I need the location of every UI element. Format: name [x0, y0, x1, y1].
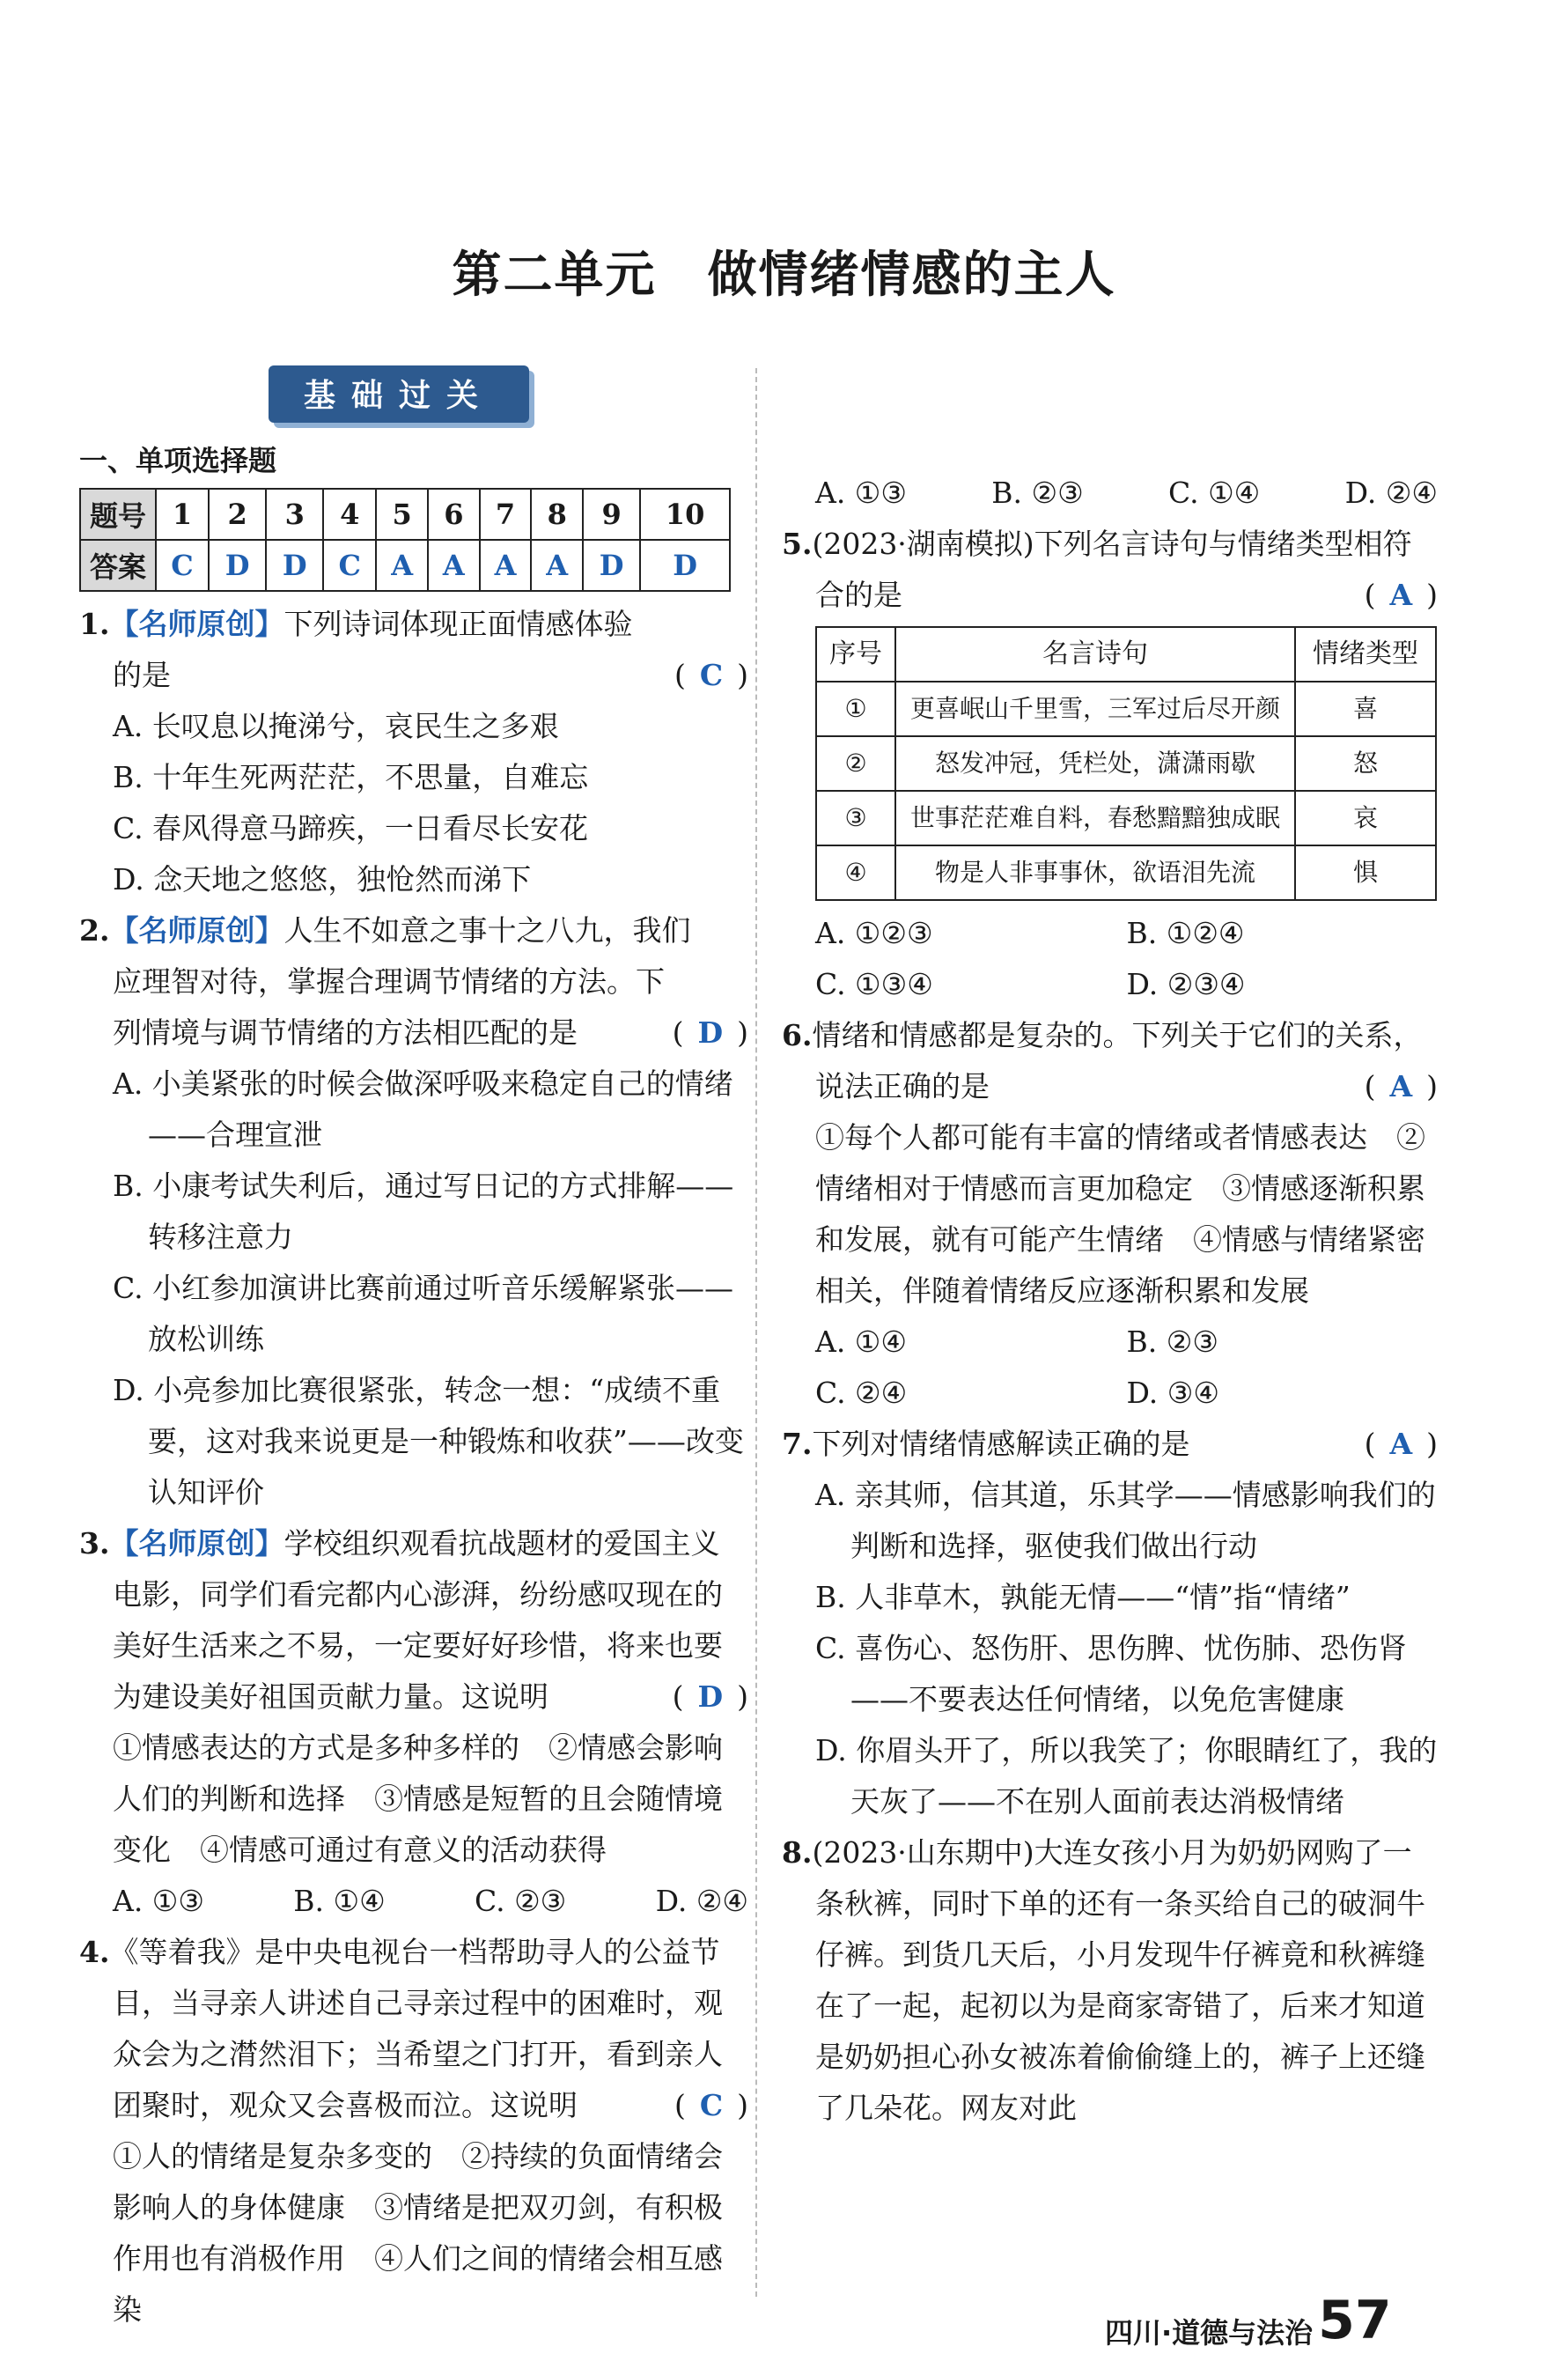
- cell: 世事茫茫难自料，春愁黯黯独成眠: [895, 791, 1295, 845]
- answer-paren: ( D ): [672, 1015, 748, 1050]
- answer-table-number-row: [80, 489, 730, 540]
- question-2: [79, 905, 748, 1518]
- answer-letter: A: [1389, 578, 1413, 612]
- option: D. 你眉头开了，所以我笑了；你眼睛红了，我的天灰了——不在别人面前表达消极情绪: [815, 1733, 1438, 1819]
- question-number: 5.: [782, 527, 813, 561]
- poem-table: [815, 626, 1437, 901]
- answer-letter: C: [699, 2088, 724, 2122]
- question-number: 8.: [782, 1835, 813, 1870]
- answer-cell: A: [531, 540, 583, 591]
- question-6: [782, 1010, 1438, 1419]
- option: C. 喜伤心、怒伤肝、思伤脾、忧伤肺、恐伤肾——不要表达任何情绪，以免危害健康: [815, 1631, 1408, 1716]
- page-footer: [1105, 2290, 1392, 2351]
- options-grid: [782, 908, 1438, 1010]
- cell: ①: [816, 682, 895, 736]
- option: A. ①④: [815, 1325, 907, 1359]
- section-heading: 一、单项选择题: [79, 444, 277, 477]
- question-number: 4.: [79, 1935, 110, 1969]
- option: C. ①④: [1168, 476, 1261, 510]
- question-stem: 的是: [113, 658, 171, 692]
- option: B. ②③: [991, 476, 1084, 510]
- answer-table-answer-row: [80, 540, 730, 591]
- cell: 怒发冲冠，凭栏处，潇潇雨歇: [895, 736, 1295, 791]
- answer-table: [79, 488, 731, 592]
- option: D. ③④: [1126, 1376, 1219, 1410]
- cell: ②: [816, 736, 895, 791]
- option: B. 十年生死两茫茫，不思量，自难忘: [113, 760, 589, 794]
- poem-row: [816, 845, 1436, 900]
- option: A. 亲其师，信其道，乐其学——情感影响我们的判断和选择，驱使我们做出行动: [815, 1478, 1436, 1563]
- option: D. ②④: [1344, 476, 1438, 510]
- footer-subject: 四川·道德与法治: [1105, 2316, 1314, 2350]
- option: C. ②④: [815, 1376, 908, 1410]
- right-column: [782, 365, 1438, 2134]
- option: A. 小美紧张的时候会做深呼吸来稳定自己的情绪——合理宣泄: [113, 1066, 733, 1152]
- question-number: 7.: [782, 1427, 813, 1461]
- question-stem: 学校组织观看抗战题材的爱国主义电影，同学们看完都内心澎湃，纷纷感叹现在的美好生活来之不易，一定要好好珍惜，将来也要为建设美好祖国贡献力量。这说明: [113, 1526, 723, 1714]
- option: A. ①③: [815, 476, 907, 510]
- option: C. ①③④: [815, 967, 933, 1001]
- page-title: 第二单元 做情绪情感的主人: [452, 247, 1116, 304]
- option: D. ②④: [655, 1884, 748, 1918]
- question-stem: 下列诗词体现正面情感体验: [283, 607, 633, 641]
- cell: 7: [480, 489, 532, 540]
- answer-paren: ( C ): [674, 2088, 748, 2122]
- question-stem: 列情境与调节情绪的方法相匹配的是: [113, 1015, 578, 1050]
- option: A. ①③: [113, 1884, 204, 1918]
- question-3: [79, 1518, 748, 1927]
- cell: 惧: [1295, 845, 1436, 900]
- question-tag: 【名师原创】: [109, 1526, 284, 1561]
- statement-items: ①每个人都可能有丰富的情绪或者情感表达 ②情绪相对于情感而言更加稳定 ③情感逐渐积累和发展，就有可能产生情绪 ④情感与情绪紧密相关，伴随着情绪反应逐渐积累和发展: [815, 1120, 1425, 1308]
- cell: 10: [640, 489, 730, 540]
- answer-paren: ( D ): [672, 1679, 748, 1714]
- answer-letter: C: [699, 658, 724, 692]
- answer-cell: A: [480, 540, 532, 591]
- cell: 5: [376, 489, 428, 540]
- question-stem: 应理智对待，掌握合理调节情绪的方法。下: [113, 964, 665, 999]
- option: C. 小红参加演讲比赛前通过听音乐缓解紧张——放松训练: [113, 1271, 734, 1356]
- option: B. 人非草木，孰能无情——“情”指“情绪”: [815, 1580, 1351, 1614]
- answer-letter: D: [697, 1679, 724, 1714]
- options-row: [79, 1876, 748, 1927]
- answer-cell: C: [323, 540, 376, 591]
- cell: 物是人非事事休，欲语泪先流: [895, 845, 1295, 900]
- answer-cell: A: [428, 540, 480, 591]
- option: B. ②③: [1126, 1325, 1218, 1359]
- section-banner: 基础过关: [269, 365, 529, 423]
- question-number: 1.: [79, 607, 110, 641]
- cell: ④: [816, 845, 895, 900]
- option: C. 春风得意马蹄疾，一日看尽长安花: [113, 811, 589, 845]
- option: D. 小亮参加比赛很紧张，转念一想：“成绩不重要，这对我来说更是一种锻炼和收获”——改变认知评价: [113, 1373, 744, 1509]
- answer-cell: A: [376, 540, 428, 591]
- poem-row: [816, 791, 1436, 845]
- question-stem: 下列对情绪情感解读正确的是: [812, 1427, 1190, 1461]
- question-stem: 人生不如意之事十之八九，我们: [283, 913, 691, 948]
- question-8: [782, 1827, 1438, 2134]
- option: B. ①②④: [1126, 916, 1245, 950]
- cell: ③: [816, 791, 895, 845]
- header-cell: 名言诗句: [895, 627, 1295, 682]
- option: D. ②③④: [1126, 967, 1246, 1001]
- cell: 1: [156, 489, 209, 540]
- poem-row: [816, 682, 1436, 736]
- option: B. 小康考试失利后，通过写日记的方式排解——转移注意力: [113, 1169, 734, 1254]
- options-row: [782, 468, 1438, 519]
- question-1: [79, 599, 748, 905]
- cell: 喜: [1295, 682, 1436, 736]
- question-7: [782, 1419, 1438, 1827]
- option: B. ①④: [293, 1884, 386, 1918]
- answer-paren: ( A ): [1364, 578, 1438, 612]
- answer-cell: D: [209, 540, 266, 591]
- answer-cell: D: [640, 540, 730, 591]
- cell: 8: [531, 489, 583, 540]
- poem-row: [816, 736, 1436, 791]
- left-column: [79, 365, 748, 2327]
- question-number: 2.: [79, 913, 110, 948]
- answer-cell: C: [156, 540, 209, 591]
- question-number: 6.: [782, 1018, 813, 1052]
- row-label: 题号: [80, 489, 156, 540]
- answer-letter: A: [1389, 1069, 1413, 1103]
- question-stem: (2023·湖南模拟)下列名言诗句与情绪类型相符合的是: [812, 527, 1412, 612]
- statement-items: ①情感表达的方式是多种多样的 ②情感会影响人们的判断和选择 ③情感是短暂的且会随情境变化 ④情感可通过有意义的活动获得: [113, 1730, 723, 1867]
- cell: 怒: [1295, 736, 1436, 791]
- answer-paren: ( A ): [1364, 1069, 1438, 1103]
- row-label: 答案: [80, 540, 156, 591]
- option: A. ①②③: [815, 916, 933, 950]
- poem-table-header: [816, 627, 1436, 682]
- cell: 更喜岷山千里雪，三军过后尽开颜: [895, 682, 1295, 736]
- question-5: [782, 519, 1438, 1010]
- question-4-options: [782, 468, 1438, 519]
- header-cell: 情绪类型: [1295, 627, 1436, 682]
- question-stem: 《等着我》是中央电视台一档帮助寻人的公益节目，当寻亲人讲述自己寻亲过程中的困难时，观众会为之潸然泪下；当希望之门打开，看到亲人团聚时，观众又会喜极而泣。这说明: [109, 1935, 723, 2122]
- cell: 9: [583, 489, 640, 540]
- statement-items: ①人的情绪是复杂多变的 ②持续的负面情绪会影响人的身体健康 ③情绪是把双刃剑，有积极作用也有消极作用 ④人们之间的情绪会相互感染: [113, 2139, 723, 2327]
- cell: 3: [266, 489, 323, 540]
- header-cell: 序号: [816, 627, 895, 682]
- options-grid: [782, 1317, 1438, 1419]
- question-stem: (2023·山东期中)大连女孩小月为奶奶网购了一条秋裤，同时下单的还有一条买给自己的破洞牛仔裤。到货几天后，小月发现牛仔裤竟和秋裤缝在了一起，起初以为是商家寄错了，后来才知道是奶奶担心孙女被冻着偷偷缝上的，裤子上还缝了几朵花。网友对此: [812, 1835, 1425, 2125]
- cell: 2: [209, 489, 266, 540]
- answer-cell: D: [266, 540, 323, 591]
- answer-cell: D: [583, 540, 640, 591]
- option: D. 念天地之悠悠，独怆然而涕下: [113, 862, 532, 897]
- cell: 6: [428, 489, 480, 540]
- answer-paren: ( A ): [1364, 1427, 1438, 1461]
- option: C. ②③: [475, 1884, 567, 1918]
- column-divider: [755, 368, 757, 2297]
- question-number: 3.: [79, 1526, 110, 1561]
- page-number: 57: [1318, 2290, 1392, 2351]
- question-4: [79, 1927, 748, 2327]
- cell: 哀: [1295, 791, 1436, 845]
- cell: 4: [323, 489, 376, 540]
- question-stem: 情绪和情感都是复杂的。下列关于它们的关系，说法正确的是: [812, 1018, 1423, 1103]
- answer-paren: ( C ): [674, 658, 748, 692]
- question-tag: 【名师原创】: [109, 607, 284, 641]
- question-tag: 【名师原创】: [109, 913, 284, 948]
- answer-letter: A: [1389, 1427, 1413, 1461]
- option: A. 长叹息以掩涕兮，哀民生之多艰: [113, 709, 559, 743]
- answer-letter: D: [697, 1015, 724, 1050]
